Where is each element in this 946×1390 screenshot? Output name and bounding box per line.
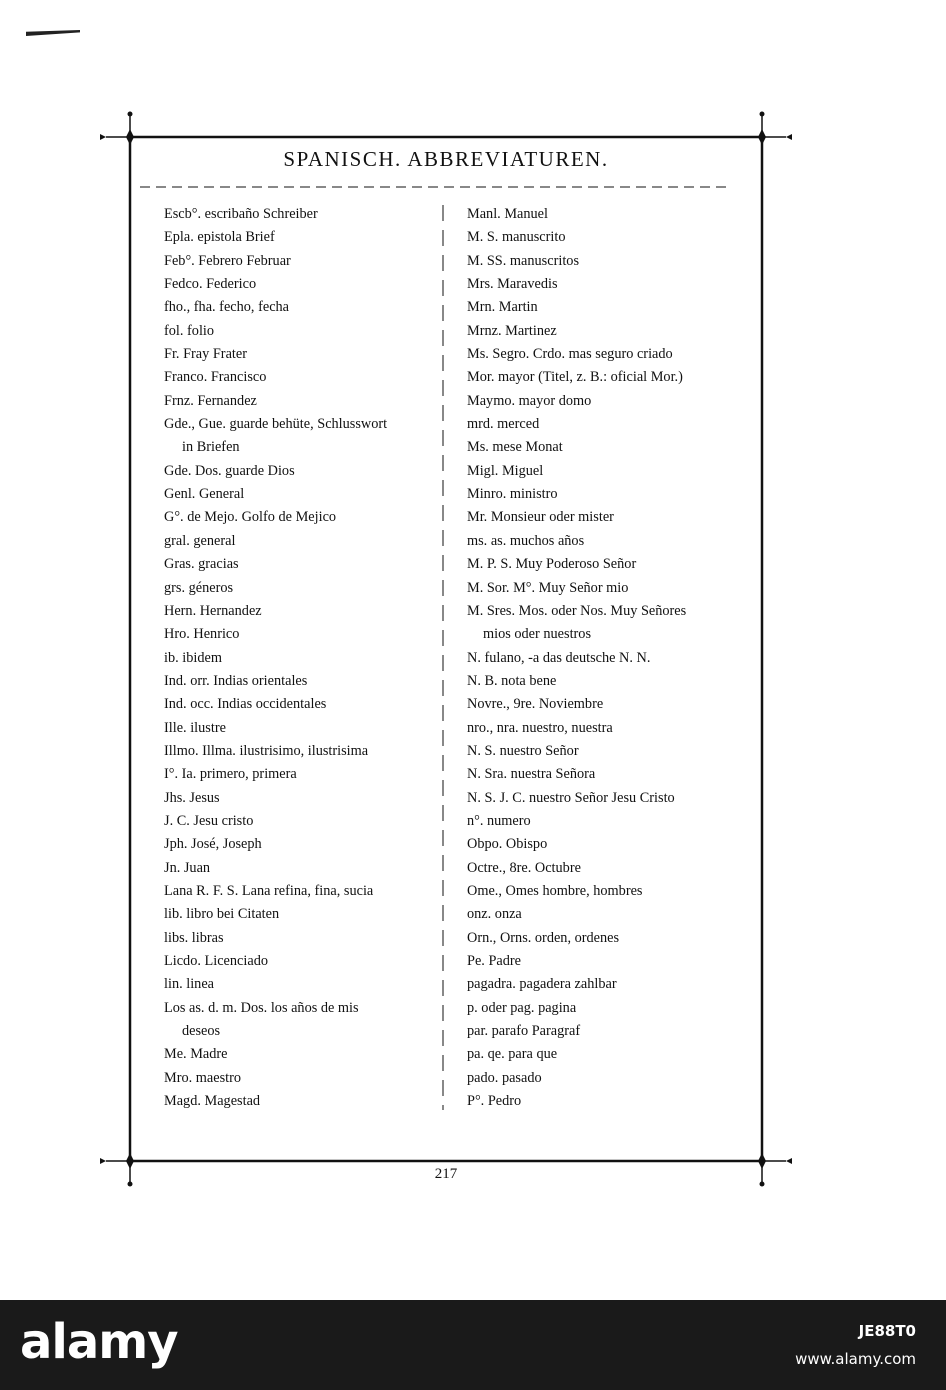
abbreviation-entry: Ms. mese Monat [467, 439, 563, 456]
abbreviation-entry: N. Sra. nuestra Señora [467, 766, 596, 783]
page-number: 217 [434, 1166, 458, 1182]
abbreviation-entry: pa. qe. para que [467, 1046, 558, 1063]
abbreviation-entry: deseos [182, 1023, 221, 1040]
left-column [164, 203, 387, 1113]
abbreviation-entry: Orn., Orns. orden, ordenes [467, 929, 620, 946]
abbreviation-entry: Minro. ministro [467, 486, 558, 503]
abbreviation-entry: pado. pasado [467, 1069, 542, 1086]
abbreviation-entry: Mr. Monsieur oder mister [467, 509, 614, 526]
abbreviation-entry: M. Sres. Mos. oder Nos. Muy Señores [467, 602, 687, 619]
abbreviation-entry: mios oder nuestros [483, 626, 592, 643]
abbreviation-entry: lib. libro bei Citaten [164, 906, 280, 923]
abbreviation-entry: par. parafo Paragraf [467, 1023, 581, 1040]
abbreviation-entry: Gde., Gue. guarde behüte, Schlusswort [164, 416, 388, 433]
abbreviation-entry: G°. de Mejo. Golfo de Mejico [164, 509, 337, 526]
abbreviation-entry: Jph. José, Joseph [164, 836, 262, 853]
watermark-footer [0, 1300, 946, 1390]
abbreviation-entry: Ms. Segro. Crdo. mas seguro criado [467, 346, 673, 363]
abbreviation-entry: Mor. mayor (Titel, z. B.: oficial Mor.) [467, 369, 683, 386]
page-title: SPANISCH. ABBREVIATUREN. [283, 147, 609, 171]
image-code: JE88T0 [858, 1322, 916, 1340]
abbreviation-entry: J. C. Jesu cristo [164, 812, 254, 829]
abbreviation-entry: fho., fha. fecho, fecha [164, 299, 290, 316]
abbreviation-entry: ib. ibidem [164, 649, 222, 666]
abbreviation-entry: onz. onza [467, 906, 522, 923]
abbreviation-entry: Novre., 9re. Noviembre [467, 696, 604, 713]
abbreviation-entry: lin. linea [164, 976, 215, 993]
abbreviation-entry: Genl. General [164, 486, 245, 503]
abbreviation-entry: Ille. ilustre [164, 719, 226, 736]
abbreviation-entry: N. S. J. C. nuestro Señor Jesu Cristo [467, 789, 675, 806]
abbreviation-entry: libs. libras [164, 929, 224, 946]
abbreviation-entry: p. oder pag. pagina [467, 999, 577, 1016]
abbreviation-entry: Gras. gracias [164, 556, 239, 573]
abbreviation-entry: Franco. Francisco [164, 369, 267, 386]
abbreviation-entry: n°. numero [467, 812, 531, 829]
abbreviation-entry: Licdo. Licenciado [164, 953, 269, 969]
abbreviation-entry: Manl. Manuel [467, 206, 548, 222]
right-column [467, 203, 686, 1113]
abbreviation-entry: Lana R. F. S. Lana refina, fina, sucia [164, 882, 374, 899]
abbreviation-entry: I°. Ia. primero, primera [164, 766, 297, 783]
abbreviation-entry: P°. Pedro [467, 1093, 522, 1110]
abbreviation-entry: Mrs. Maravedis [467, 276, 558, 293]
abbreviation-entry: Escb°. escribaño Schreiber [164, 206, 318, 222]
abbreviation-entry: pagadra. pagadera zahlbar [467, 976, 617, 993]
abbreviation-entry: Feb°. Febrero Februar [164, 252, 291, 269]
abbreviation-entry: Octre., 8re. Octubre [467, 859, 581, 876]
abbreviation-entry: Los as. d. m. Dos. los años de mis [164, 999, 359, 1016]
abbreviation-entry: Frnz. Fernandez [164, 392, 257, 409]
abbreviation-entry: mrd. merced [467, 416, 540, 433]
abbreviation-entry: M. Sor. M°. Muy Señor mio [467, 579, 629, 596]
abbreviation-entry: Maymo. mayor domo [467, 392, 592, 409]
abbreviation-entry: gral. general [164, 532, 236, 549]
site-url: www.alamy.com [795, 1350, 916, 1368]
abbreviation-entry: Me. Madre [164, 1046, 228, 1063]
abbreviation-entry: Mro. maestro [164, 1069, 242, 1086]
abbreviation-entry: Fedco. Federico [164, 276, 257, 293]
abbreviation-entry: Gde. Dos. guarde Dios [164, 462, 295, 479]
abbreviation-entry: Hern. Hernandez [164, 602, 262, 619]
abbreviation-entry: Magd. Magestad [164, 1093, 261, 1110]
abbreviation-entry: N. fulano, -a das deutsche N. N. [467, 649, 651, 666]
abbreviation-entry: Epla. epistola Brief [164, 229, 275, 246]
abbreviation-entry: Fr. Fray Frater [164, 346, 247, 363]
abbreviation-entry: Ind. occ. Indias occidentales [164, 696, 327, 713]
abbreviation-entry: M. SS. manuscritos [467, 252, 580, 269]
abbreviation-entry: Migl. Miguel [467, 462, 544, 479]
abbreviation-entry: Jhs. Jesus [164, 789, 220, 806]
abbreviation-entry: M. P. S. Muy Poderoso Señor [467, 556, 637, 573]
abbreviation-entry: Jn. Juan [164, 859, 211, 876]
abbreviation-entry: Obpo. Obispo [467, 836, 548, 853]
abbreviation-entry: Mrnz. Martinez [467, 322, 557, 339]
abbreviation-entry: Hro. Henrico [164, 626, 240, 643]
brand-logo: alamy [20, 1314, 178, 1370]
abbreviation-entry: N. S. nuestro Señor [467, 742, 579, 759]
abbreviation-entry: M. S. manuscrito [467, 229, 566, 246]
abbreviation-entry: in Briefen [182, 439, 240, 456]
abbreviation-entry: Illmo. Illma. ilustrisimo, ilustrisima [164, 742, 369, 759]
abbreviation-entry: Pe. Padre [467, 953, 521, 969]
abbreviation-entry: grs. géneros [164, 579, 234, 596]
abbreviation-entry: N. B. nota bene [467, 672, 557, 689]
abbreviation-entry: fol. folio [164, 322, 215, 339]
abbreviation-entry: Ind. orr. Indias orientales [164, 672, 308, 689]
abbreviation-entry: ms. as. muchos años [467, 532, 585, 549]
abbreviation-entry: Mrn. Martin [467, 299, 538, 316]
abbreviation-entry: Ome., Omes hombre, hombres [467, 882, 643, 899]
abbreviation-entry: nro., nra. nuestro, nuestra [467, 719, 613, 736]
